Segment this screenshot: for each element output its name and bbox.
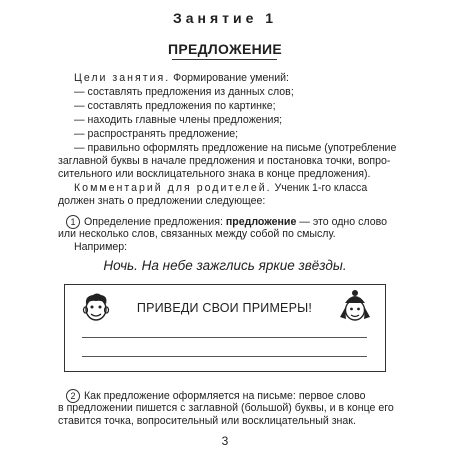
title-underline bbox=[172, 59, 277, 60]
girl-face-icon bbox=[337, 289, 373, 327]
point2-line3: ставится точка, вопросительный или восклицательный знак. bbox=[58, 415, 356, 427]
point2-number: 2 bbox=[66, 389, 80, 403]
answer-line[interactable] bbox=[82, 356, 367, 357]
example-sentence: Ночь. На небе зажглись яркие звёзды. bbox=[103, 258, 347, 273]
lesson-number: Занятие 1 bbox=[172, 10, 278, 26]
answer-line[interactable] bbox=[82, 337, 367, 338]
goal-item: — распространять предложение; bbox=[74, 128, 239, 140]
point1-text-end: — это одно слово bbox=[299, 216, 387, 228]
goal-item: — составлять предложения из данных слов; bbox=[74, 86, 294, 98]
point2-line1 bbox=[66, 389, 365, 403]
page-number: 3 bbox=[221, 434, 229, 448]
point1-example-label: Например: bbox=[74, 241, 128, 253]
comment-label: Комментарий для родителей. bbox=[74, 182, 272, 194]
goals-label: Цели занятия. bbox=[74, 72, 171, 84]
point2-line2: в предложении пишется с заглавной (большой) буквы, и в конце его bbox=[58, 402, 394, 414]
point2-text: Как предложение оформляется на письме: первое слово bbox=[84, 390, 366, 402]
box-title: ПРИВЕДИ СВОИ ПРИМЕРЫ! bbox=[136, 301, 313, 315]
goal-item: — составлять предложения по картинке; bbox=[74, 100, 276, 112]
comment-line2: должен знать о предложении следующее: bbox=[58, 195, 266, 207]
point1-line1 bbox=[66, 215, 387, 229]
point1-text-start: Определение предложения: bbox=[84, 216, 223, 228]
goals-intro: Формирование умений: bbox=[173, 72, 289, 84]
examples-box bbox=[64, 284, 386, 372]
point1-number: 1 bbox=[66, 215, 80, 229]
goal-continuation: заглавной буквы в начале предложения и постановка точки, вопро- bbox=[58, 155, 391, 167]
point1-term: предложение bbox=[225, 216, 297, 228]
point1-line2: или несколько слов, связанных между собой по смыслу. bbox=[58, 228, 336, 240]
goal-continuation: сительного или восклицательного знака в конце предложения). bbox=[58, 168, 371, 180]
goal-item: — находить главные члены предложения; bbox=[74, 114, 283, 126]
goal-item: — правильно оформлять предложение на письме (употребление bbox=[74, 142, 397, 154]
comment-heading bbox=[74, 182, 367, 195]
comment-line1-rest: Ученик 1-го класса bbox=[274, 182, 368, 194]
goals-heading bbox=[74, 72, 289, 85]
page-title: ПРЕДЛОЖЕНИЕ bbox=[167, 41, 283, 57]
